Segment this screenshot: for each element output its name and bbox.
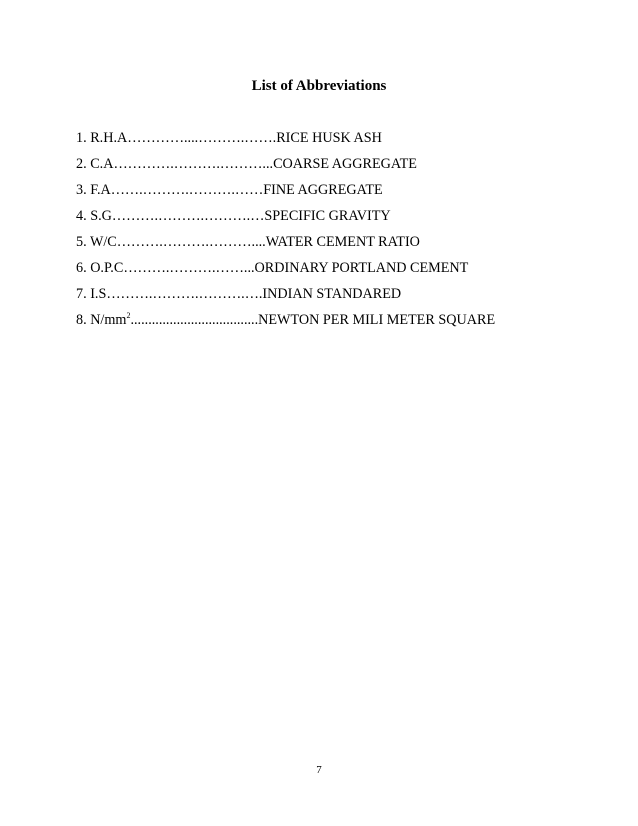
item-number: 7. (76, 286, 87, 302)
list-item (76, 232, 495, 258)
abbreviation: O.P.C (90, 260, 124, 276)
abbreviation: I.S (90, 286, 107, 302)
dot-leader: …………....……….…… (127, 130, 273, 146)
dot-leader: ……….……….……….… (106, 286, 259, 302)
item-number: 3. (76, 182, 87, 198)
list-item (76, 128, 495, 154)
meaning: NEWTON PER MILI METER SQUARE (258, 312, 496, 328)
meaning: ..WATER CEMENT RATIO (258, 234, 420, 250)
list-item (76, 258, 495, 284)
abbreviation: W/C (89, 234, 117, 250)
list-item (76, 206, 495, 232)
item-number: 4. (76, 208, 87, 224)
item-number: 8. (76, 312, 87, 328)
item-number: 1. (76, 130, 87, 146)
list-item (76, 284, 495, 310)
abbreviation: S.G (90, 208, 112, 224)
dot-leader: ………….……….………. (113, 156, 266, 172)
list-item (76, 154, 495, 180)
dot-leader: ……….……….……….. (116, 234, 259, 250)
list-item (76, 310, 495, 336)
abbreviation: C.A (90, 156, 114, 172)
item-number: 2. (76, 156, 87, 172)
meaning: FINE AGGREGATE (263, 182, 383, 198)
page-number: 7 (316, 764, 322, 776)
abbreviation: N/mm (90, 312, 127, 328)
item-number: 5. (76, 234, 87, 250)
page-title: List of Abbreviations (251, 78, 387, 94)
abbreviation: F.A (90, 182, 111, 198)
abbreviation-list (76, 128, 495, 336)
superscript: 2 (126, 311, 131, 320)
abbreviation: R.H.A (90, 130, 128, 146)
dot-leader: ……….……….……... (123, 260, 255, 276)
dot-leader: ……….……….……….… (111, 208, 265, 224)
dot-leader: .................................... (130, 312, 259, 328)
dot-leader: …….……….……….…… (110, 182, 264, 198)
meaning: .RICE HUSK ASH (272, 130, 382, 146)
meaning: ..COARSE AGGREGATE (265, 156, 417, 172)
meaning: .INDIAN STANDARED (258, 286, 402, 302)
meaning: ORDINARY PORTLAND CEMENT (254, 260, 469, 276)
list-item (76, 180, 495, 206)
item-number: 6. (76, 260, 87, 276)
meaning: SPECIFIC GRAVITY (264, 208, 391, 224)
